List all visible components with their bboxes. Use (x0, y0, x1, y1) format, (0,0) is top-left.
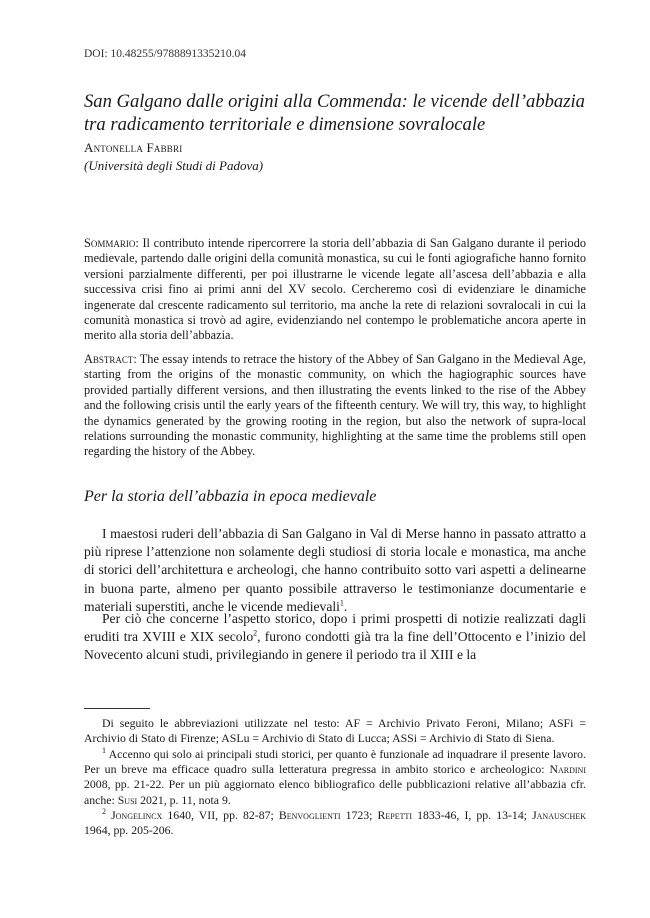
footnote-text: 1964, pp. 205-206. (84, 823, 174, 838)
footnote-number: 2 (102, 807, 106, 817)
footnote-2 (84, 808, 586, 838)
citation-author: Repetti (377, 808, 413, 822)
citation-author: Nardini (549, 762, 586, 777)
body-text: . (343, 598, 348, 614)
sommario-text: Il contributo intende ripercorrere la storia dell’abbazia di San Galgano durante il periodo medievale, partendo dalle origini della comunità monastica, su cui le fonti agiografiche hanno fornito versioni parzialmente differenti, per poi illustrarne le vicende legate all’ascesa dell’abbazia e alla successiva crisi fino ai primi anni del XV secolo. Cercheremo così di evidenziare le dinamiche ingenerate dal crescente radicamento sul territorio, ma anche la rete di relazioni sovralocali in cui la comunità monastica si trovò ad agire, evidenziando nel contempo le problematiche ancora aperte in merito alla storia dell’abbazia. (84, 236, 586, 343)
sommario-label: Sommario: (84, 236, 139, 250)
citation-author: Benvoglienti (278, 808, 341, 822)
footnote-text: 2021, p. 11, nota 9. (137, 792, 231, 807)
body-paragraph-1 (84, 525, 586, 616)
footnote-text: 1640, VII, pp. 82-87; (162, 808, 279, 822)
author-affiliation: (Università degli Studi di Padova) (84, 158, 264, 173)
footnote-number: 1 (102, 746, 106, 756)
section-title: Per la storia dell’abbazia in epoca medievale (84, 488, 377, 505)
sommario (84, 236, 586, 344)
article-title: San Galgano dalle origini alla Commenda: le vicende dell’abbazia tra radicamento territoriale e dimensione sovralocale (84, 91, 585, 135)
abstract (84, 352, 586, 460)
abstract-text: The essay intends to retrace the history of the Abbey of San Galgano in the Medieval Age, starting from the origins of the monastic community, on which the hagiographic sources have provided partially different versions, and then illustrating the events linked to the rise of the Abbey and the following crisis until the early years of the fifteenth century. We will try, this way, to highlight the dynamics generated by the growing rooting in the region, but also the network of supra-local relations surrounding the monastic community, highlighting at the same time the problems still open regarding the history of the Abbey. (84, 352, 586, 459)
abstract-label: Abstract: (84, 352, 137, 366)
footnote-ref[interactable]: 2 (253, 628, 258, 638)
footnote-text: Di seguito le abbreviazioni utilizzate nel testo: AF = Archivio Privato Feroni, Milano; ASFi = Archivio di Stato di Firenze; ASLu = Archivio di Stato di Lucca; ASSi = Archivio di Stato di Siena. (84, 716, 586, 746)
body-text: I maestosi ruderi dell’abbazia di San Galgano in Val di Merse hanno in passato attratto a più riprese l’attenzione non solamente degli studiosi di storia locale e monastica, ma anche di storici dell’architettura e archeologi, che hanno contribuito sotto vari aspetti a delinearne in buona parte, almeno per quanto possibile attraverso le testimonianze documentarie e materiali superstiti, anche le vicende medievali (84, 526, 586, 614)
doi: DOI: 10.48255/9788891335210.04 (84, 48, 246, 60)
author-name: Antonella Fabbri (84, 140, 183, 155)
footnote-text: 1723; (340, 808, 378, 822)
footnote-text: 1833-46, I, pp. 13-14; (412, 808, 533, 822)
citation-author: Janauschek (532, 808, 586, 822)
citation-author: Susi (117, 792, 138, 807)
footnote-abbreviations (84, 716, 586, 746)
footnote-text: Accenno qui solo ai principali studi storici, per quanto è funzionale ad inquadrare il presente lavoro. Per un breve ma efficace quadro sulla letteratura pregressa in ambito storico e archeologico: (84, 747, 586, 777)
body-paragraph-2 (84, 610, 586, 665)
body-text: , furono condotti già tra la fine dell’Ottocento e l’inizio del Novecento alcuni studi, privilegiando in genere il periodo tra il XIII e la (84, 629, 586, 663)
footnote-text: 2008, pp. 21-22. Per un più aggiornato elenco bibliografico delle pubblicazioni relative all’abbazia cfr. anche: (84, 777, 586, 807)
footnote-1 (84, 747, 586, 808)
body-text: Per ciò che concerne l’aspetto storico, dopo i primi prospetti di notizie realizzati dagli eruditi tra XVIII e XIX secolo (84, 611, 586, 645)
footnote-divider (84, 708, 150, 709)
citation-author: Jongelincx (106, 808, 163, 822)
footnote-ref[interactable]: 1 (339, 598, 344, 608)
